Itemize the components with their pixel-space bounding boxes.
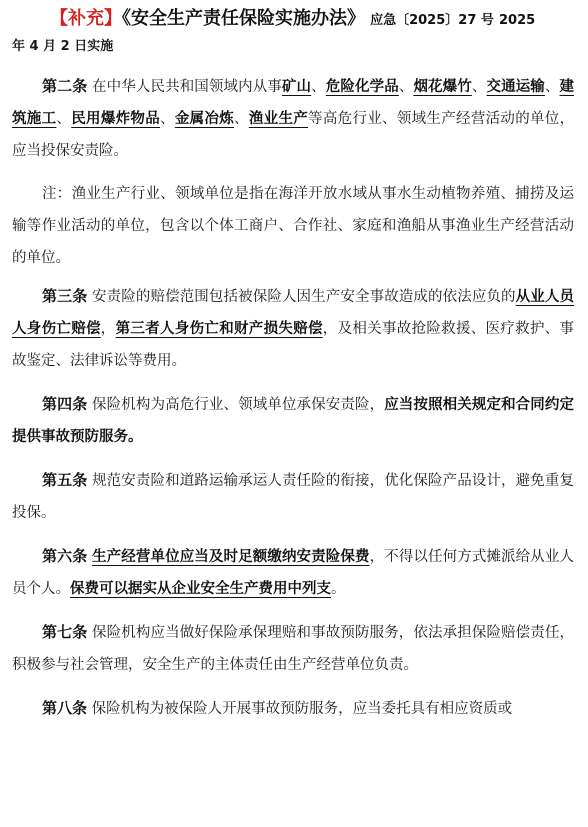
article-8 [12, 692, 574, 725]
article-text: 保险机构为被保险人开展事故预防服务，应当委托具有相应资质或 [91, 701, 513, 717]
document-number: 应急〔2025〕27 号 [370, 13, 494, 28]
article-text: 在中华人民共和国领域内从事 [92, 79, 282, 95]
article-label: 第七条 [42, 623, 88, 641]
article-label: 第二条 [42, 77, 88, 95]
article-4 [12, 388, 574, 453]
supplement-tag: 【补充】 [50, 8, 122, 29]
article-5 [12, 464, 574, 529]
separator: 、 [471, 79, 487, 95]
industry-keyword: 烟花爆竹 [413, 79, 472, 95]
article-text: 。 [331, 581, 346, 597]
regulation-title: 《安全生产责任保险实施办法》 [122, 8, 365, 29]
emphasis-text: 应当按照相关规定和合同约定提供事故预防服务。 [12, 397, 574, 445]
article-label: 第六条 [42, 547, 88, 565]
document-title [50, 4, 574, 34]
emphasis-text: 保费可以据实从企业安全生产费用中列支 [70, 581, 331, 597]
separator: 、 [160, 111, 175, 127]
industry-keyword: 建筑施工 [12, 79, 575, 127]
article-label: 第八条 [42, 699, 88, 717]
industry-keyword: 渔业生产 [248, 111, 309, 127]
article-text: ，及相关事故抢险救援、医疗救护、事故鉴定、法律诉讼等费用。 [12, 321, 575, 369]
article-text: 等高危行业、领域生产经营活动的单位，应当投保安责险。 [12, 111, 575, 159]
industry-keyword: 金属冶炼 [174, 111, 235, 127]
industry-keyword: 危险化学品 [325, 79, 399, 95]
industry-keyword: 民用爆炸物品 [71, 111, 161, 127]
article-label: 第四条 [42, 395, 88, 413]
separator: 、 [398, 79, 414, 95]
article-2 [12, 70, 574, 167]
separator: 、 [234, 111, 249, 127]
effective-year: 2025 [499, 13, 536, 28]
separator: 、 [544, 79, 560, 95]
article-label: 第五条 [42, 471, 88, 489]
emphasis-text: 生产经营单位应当及时足额缴纳安责险保费 [92, 549, 370, 565]
article-text: 规范安责险和道路运输承运人责任险的衔接，优化保险产品设计，避免重复投保。 [12, 473, 574, 521]
article-3 [12, 280, 574, 377]
article-label: 第三条 [42, 287, 88, 305]
separator: 、 [311, 79, 326, 95]
article-7 [12, 616, 574, 681]
article-text: 保险机构为高危行业、领域单位承保安责险， [92, 397, 385, 413]
article-2-note: 注：渔业生产行业、领域单位是指在海洋开放水域从事水生动植物养殖、捕捞及运输等作业活动的单位，包含以个体工商户、合作社、家庭和渔船从事渔业生产经营活动的单位。 [12, 186, 574, 266]
article-text: ，不得以任何方式摊派给从业人员个人。 [12, 549, 574, 597]
effective-date: 年 4 月 2 日实施 [12, 39, 114, 54]
article-6 [12, 540, 574, 605]
industry-keyword: 交通运输 [486, 79, 545, 95]
separator: 、 [56, 111, 72, 127]
coverage-keyword: 从业人员人身伤亡赔偿 [12, 289, 574, 337]
article-text: 保险机构应当做好保险承保理赔和事故预防服务，依法承担保险赔偿责任，积极参与社会管理，安全生产的主体责任由生产经营单位负责。 [12, 625, 574, 673]
separator: ， [100, 321, 116, 337]
coverage-keyword: 第三者人身伤亡和财产损失赔偿 [115, 321, 323, 337]
article-text: 安责险的赔偿范围包括被保险人因生产安全事故造成的依法应负的 [92, 289, 516, 305]
industry-keyword: 矿山 [281, 79, 312, 95]
